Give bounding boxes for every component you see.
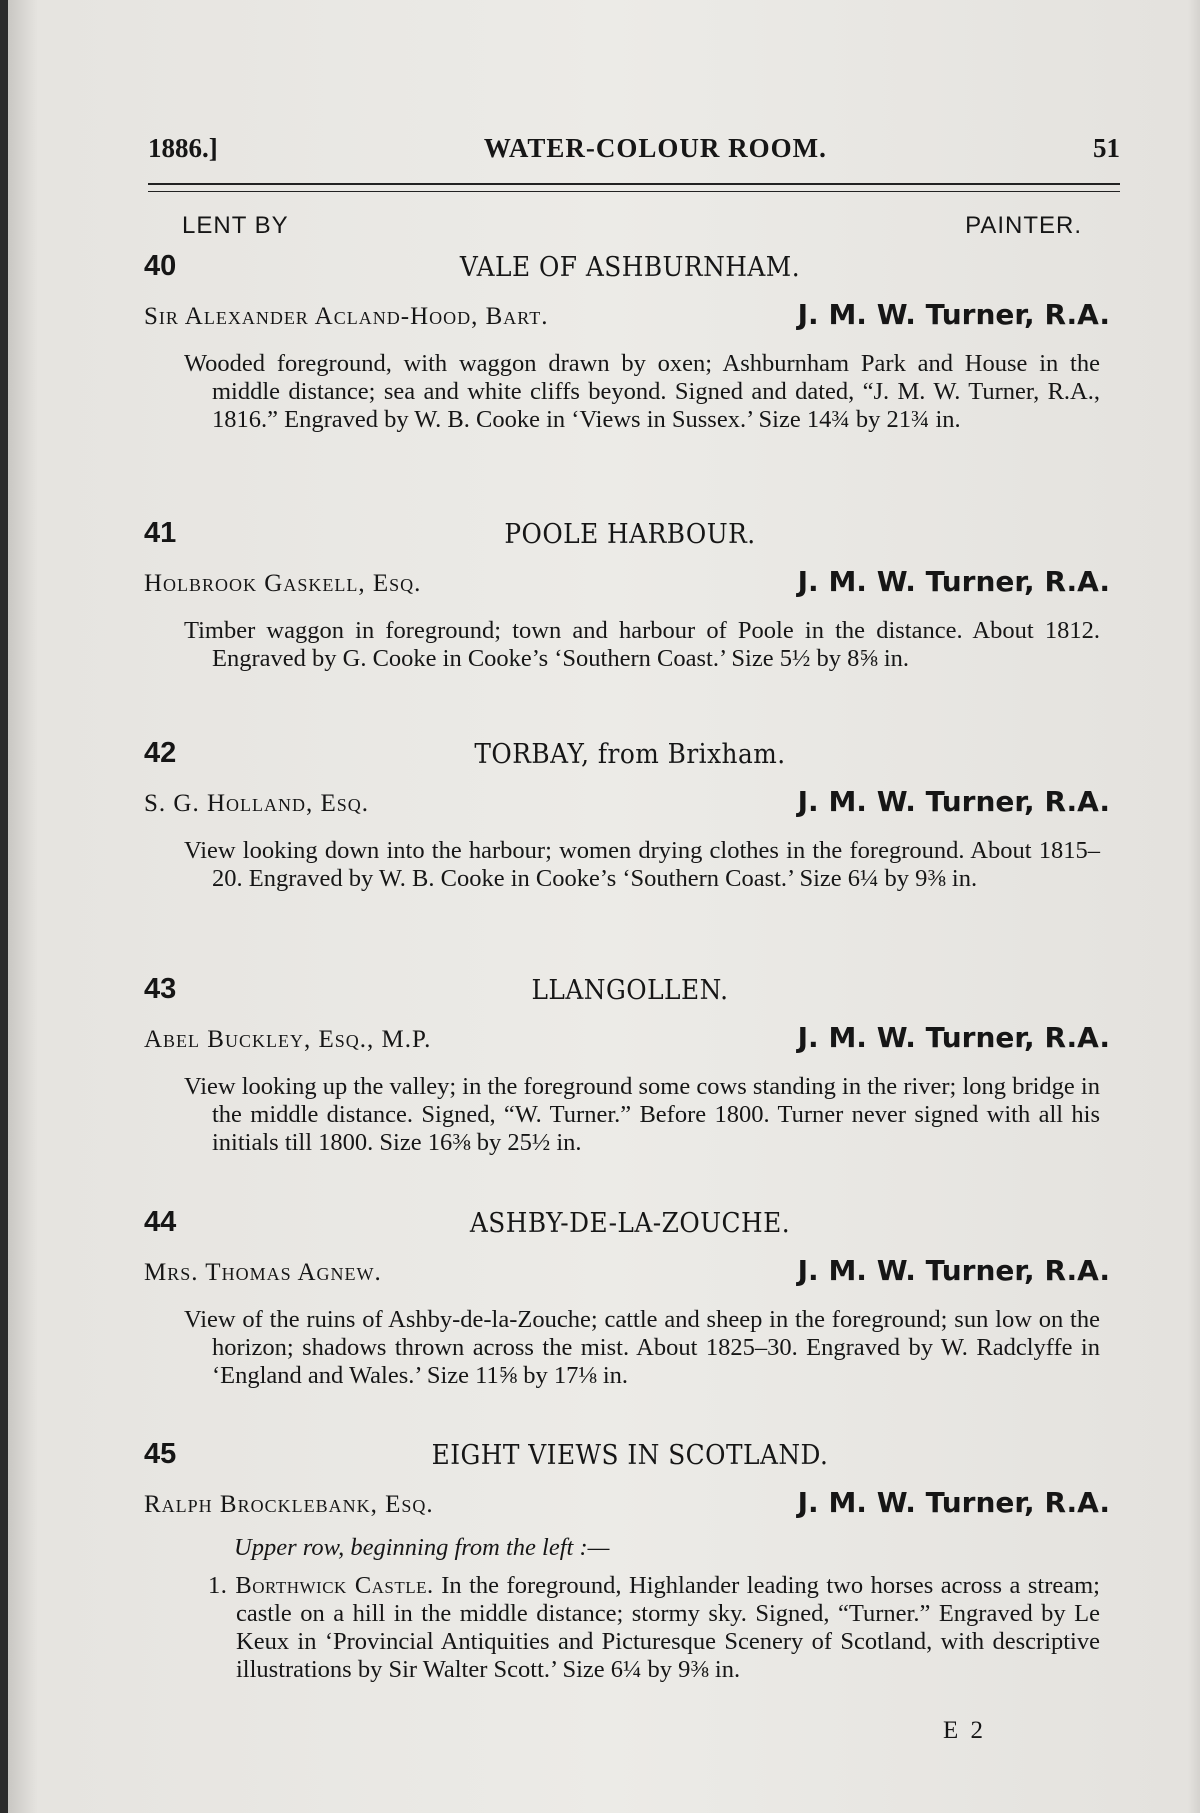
entry-owner: Mrs. Thomas Agnew. [144, 1259, 382, 1286]
entry-title: ASHBY-DE-LA-ZOUCHE. [469, 1208, 791, 1239]
entry-number: 43 [144, 973, 177, 1005]
entry-45 [144, 1438, 1116, 1684]
entry-description: Timber waggon in foreground; town and harbour of Poole in the distance. About 1812. Engraved by G. Cooke in Cooke’s ‘Southern Coast.’ Size 5½ by 8⅝ in. [184, 617, 1100, 672]
entry-painter: J. M. W. Turner, R.A. [797, 1254, 1110, 1287]
column-headings [182, 212, 1082, 242]
entry-owner: S. G. Holland, Esq. [144, 790, 370, 817]
entry-41 [144, 517, 1116, 673]
entry-description: View looking down into the harbour; women drying clothes in the foreground. About 1815–20. Engraved by W. B. Cooke in Cooke’s ‘Southern Coast.’ Size 6¼ by 9⅜ in. [184, 837, 1100, 892]
entry-painter: J. M. W. Turner, R.A. [797, 785, 1110, 818]
catalogue-page [8, 0, 1200, 1813]
painter-heading: PAINTER. [965, 212, 1082, 239]
entry-painter: J. M. W. Turner, R.A. [797, 565, 1110, 598]
header-year: 1886.] [148, 132, 218, 163]
entry-number: 40 [144, 250, 177, 282]
signature-mark: E 2 [943, 1717, 987, 1744]
entry-40 [144, 250, 1116, 434]
entry-number: 45 [144, 1438, 177, 1470]
header-title: WATER-COLOUR ROOM. [483, 132, 827, 163]
entry-42 [144, 737, 1116, 893]
entry-description: Wooded foreground, with waggon drawn by oxen; Ashburnham Park and House in the middle distance; sea and white cliffs beyond. Signed and dated, “J. M. W. Turner, R.A., 1816.” Engraved by W. B. Cooke in ‘Views in Sussex.’ Size 14¾ by 21¾ in. [184, 350, 1100, 433]
entry-owner: Sir Alexander Acland-Hood, Bart. [144, 303, 549, 330]
entry-subheading: Upper row, beginning from the left :— [234, 1534, 610, 1561]
header-double-rule [148, 183, 1120, 192]
entry-owner: Holbrook Gaskell, Esq. [144, 570, 422, 597]
entry-number: 42 [144, 737, 177, 769]
entry-number: 41 [144, 517, 177, 549]
list-item [208, 1572, 1100, 1684]
running-head [148, 128, 1120, 168]
entry-title: LLANGOLLEN. [531, 975, 729, 1006]
entry-painter: J. M. W. Turner, R.A. [797, 298, 1110, 331]
item-title: 1. Borthwick Castle. [208, 1572, 434, 1599]
entry-number: 44 [144, 1206, 177, 1238]
lent-by-heading: LENT BY [182, 212, 289, 239]
entry-title: VALE OF ASHBURNHAM. [459, 252, 801, 283]
entry-owner: Abel Buckley, Esq., M.P. [144, 1026, 432, 1053]
entry-owner: Ralph Brocklebank, Esq. [144, 1491, 434, 1518]
item-text: In the foreground, Highlander leading two horses across a stream; castle on a hill in the middle distance; stormy sky. Signed, “Turner.” Engraved by Le Keux in ‘Provincial Antiquities and Picturesque Scenery of Scotland, with descriptive illustrations by Sir Walter Scott.’ Size 6¼ by 9⅜ in. [236, 1572, 1100, 1683]
entry-title: EIGHT VIEWS IN SCOTLAND. [431, 1440, 829, 1471]
page-number: 51 [1092, 132, 1120, 163]
entry-44 [144, 1206, 1116, 1390]
entry-title: POOLE HARBOUR. [504, 519, 756, 550]
entry-title: TORBAY, from Brixham. [474, 739, 786, 770]
entry-painter: J. M. W. Turner, R.A. [797, 1021, 1110, 1054]
entry-painter: J. M. W. Turner, R.A. [797, 1486, 1110, 1519]
entry-43 [144, 973, 1116, 1157]
entry-description: View looking up the valley; in the foreground some cows standing in the river; long bridge in the middle distance. Signed, “W. Turner.” Before 1800. Turner never signed with all his initials till 1800. Size 16⅜ by 25½ in. [184, 1073, 1100, 1156]
entry-description: View of the ruins of Ashby-de-la-Zouche; cattle and sheep in the foreground; sun low on the horizon; shadows thrown across the mist. About 1825–30. Engraved by W. Radclyffe in ‘England and Wales.’ Size 11⅝ by 17⅛ in. [184, 1306, 1100, 1389]
